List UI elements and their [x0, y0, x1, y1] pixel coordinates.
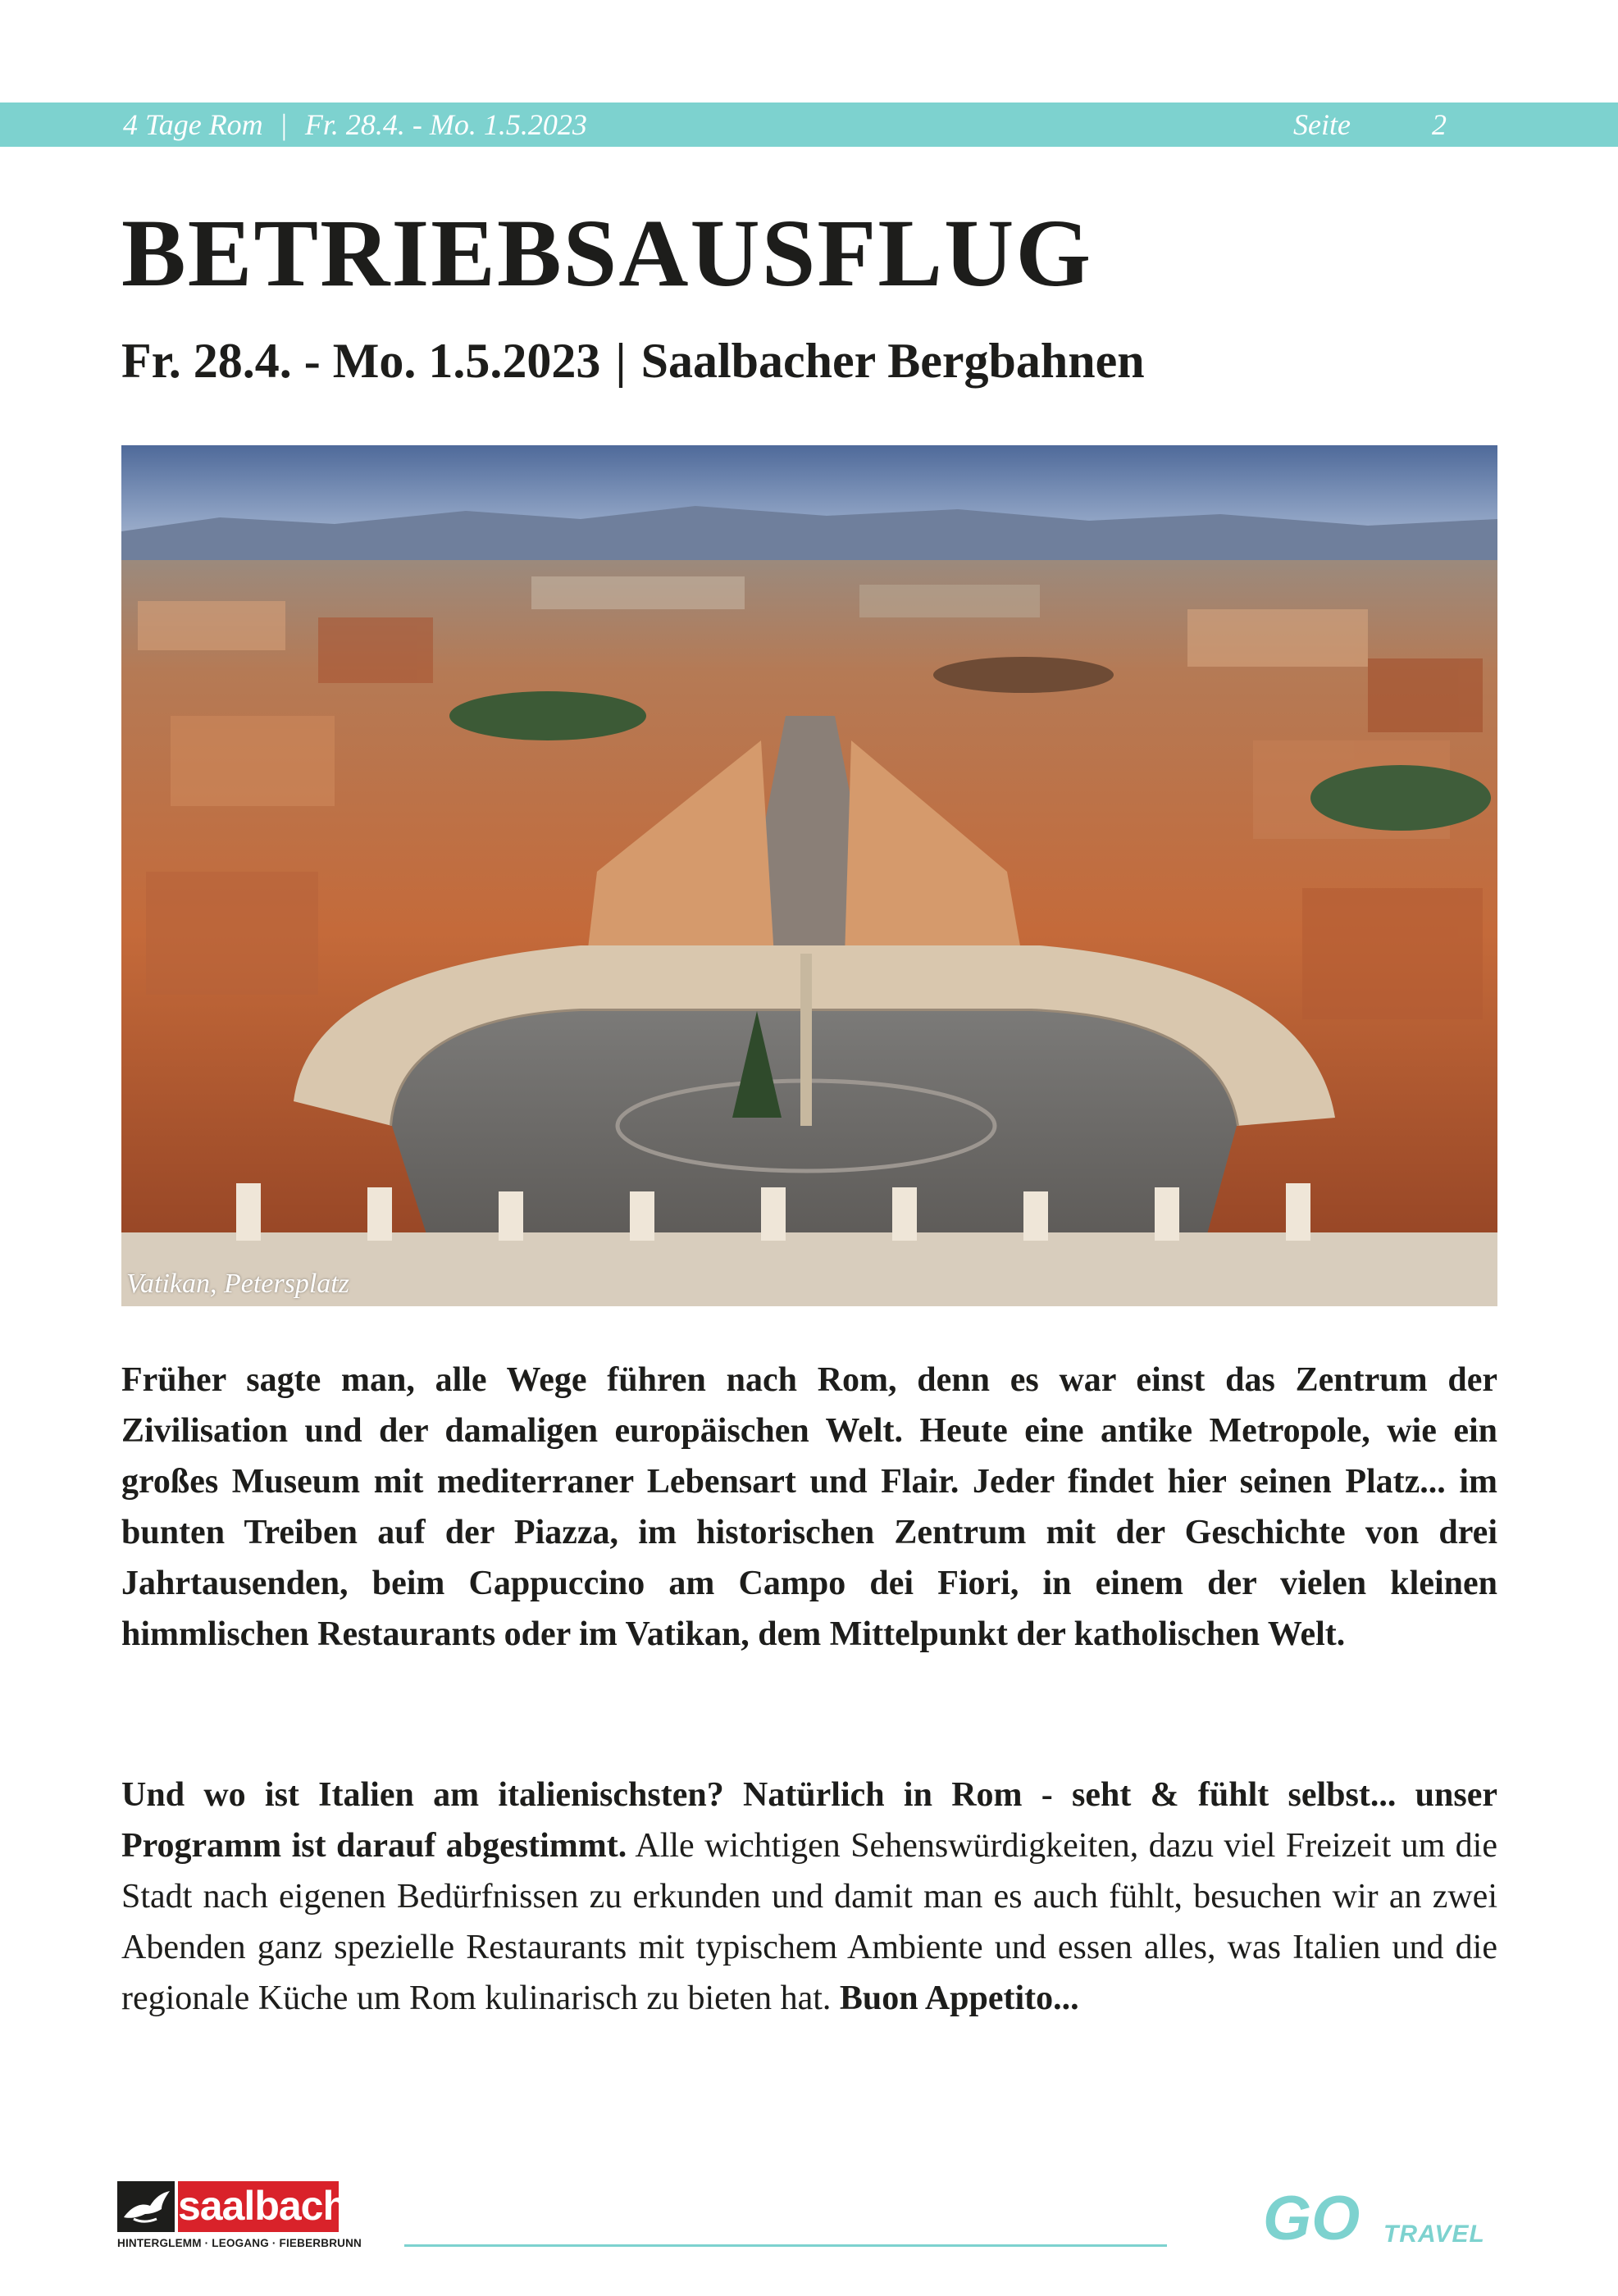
go-travel-logo-travel: TRAVEL [1383, 2221, 1485, 2248]
program-paragraph-bold-outro: Buon Appetito... [839, 1979, 1079, 2017]
intro-paragraph: Früher sagte man, alle Wege führen nach Rom, denn es war einst das Zentrum der Zivilisation und der damaligen europäischen Welt. Heute eine antike Metropole, wie ein großes Museum mit mediterraner Lebensart und Flair. Jeder findet hier seinen Platz... im bunten Treiben auf der Piazza, im historischen Zentrum mit der Geschichte von drei Jahrtausenden, beim Cappuccino am Campo dei Fiori, in einem der vielen kleinen himmlischen Restaurants oder im Vatikan, dem Mittelpunkt der katholischen Welt. [121, 1361, 1497, 1653]
header-trip-info [123, 107, 587, 142]
saalbach-logo [117, 2181, 362, 2255]
page-title: BETRIEBSAUSFLUG [121, 199, 1093, 307]
subtitle-separator: | [615, 334, 627, 388]
page-number: 2 [1432, 108, 1447, 141]
header-trip: 4 Tage Rom [123, 108, 263, 141]
rome-photo [121, 445, 1497, 1306]
go-travel-logo-go: GO [1263, 2184, 1360, 2253]
program-paragraph [121, 1770, 1497, 2024]
subtitle-dates: Fr. 28.4. - Mo. 1.5.2023 [121, 334, 601, 388]
program-paragraph-bold-intro: Und wo ist Italien am italienischsten? Natürlich in Rom - seht & fühlt selbst... unser Programm ist darauf abgestimmt. [121, 1776, 1497, 1865]
page-subtitle [121, 334, 1145, 388]
go-travel-logo [1263, 2184, 1509, 2253]
saalbach-logo-mark [117, 2181, 175, 2232]
saalbach-tagline: HINTERGLEMM · LEOGANG · FIEBERBRUNN [117, 2237, 362, 2249]
header-separator: | [280, 108, 287, 141]
photo-caption: Vatikan, Petersplatz [126, 1269, 349, 1299]
program-paragraph-body: Alle wichtigen Sehenswürdigkeiten, dazu viel Freizeit um die Stadt nach eigenen Bedürfnissen zu erkunden und damit man es auch fühlt, besuchen wir an zwei Abenden ganz spezielle Restaurants mit typischem Ambiente und essen alles, was Italien und die regionale Küche um Rom kulinarisch zu bieten hat. [121, 1827, 1497, 2017]
st-peters-square-illustration [121, 445, 1497, 1306]
bird-icon [117, 2181, 175, 2232]
footer-divider [404, 2244, 1167, 2247]
page-label: Seite [1293, 108, 1351, 141]
header-bar [0, 102, 1618, 147]
header-dates: Fr. 28.4. - Mo. 1.5.2023 [304, 108, 587, 141]
subtitle-company: Saalbacher Bergbahnen [640, 334, 1145, 388]
saalbach-wordmark: saalbach [178, 2181, 339, 2232]
